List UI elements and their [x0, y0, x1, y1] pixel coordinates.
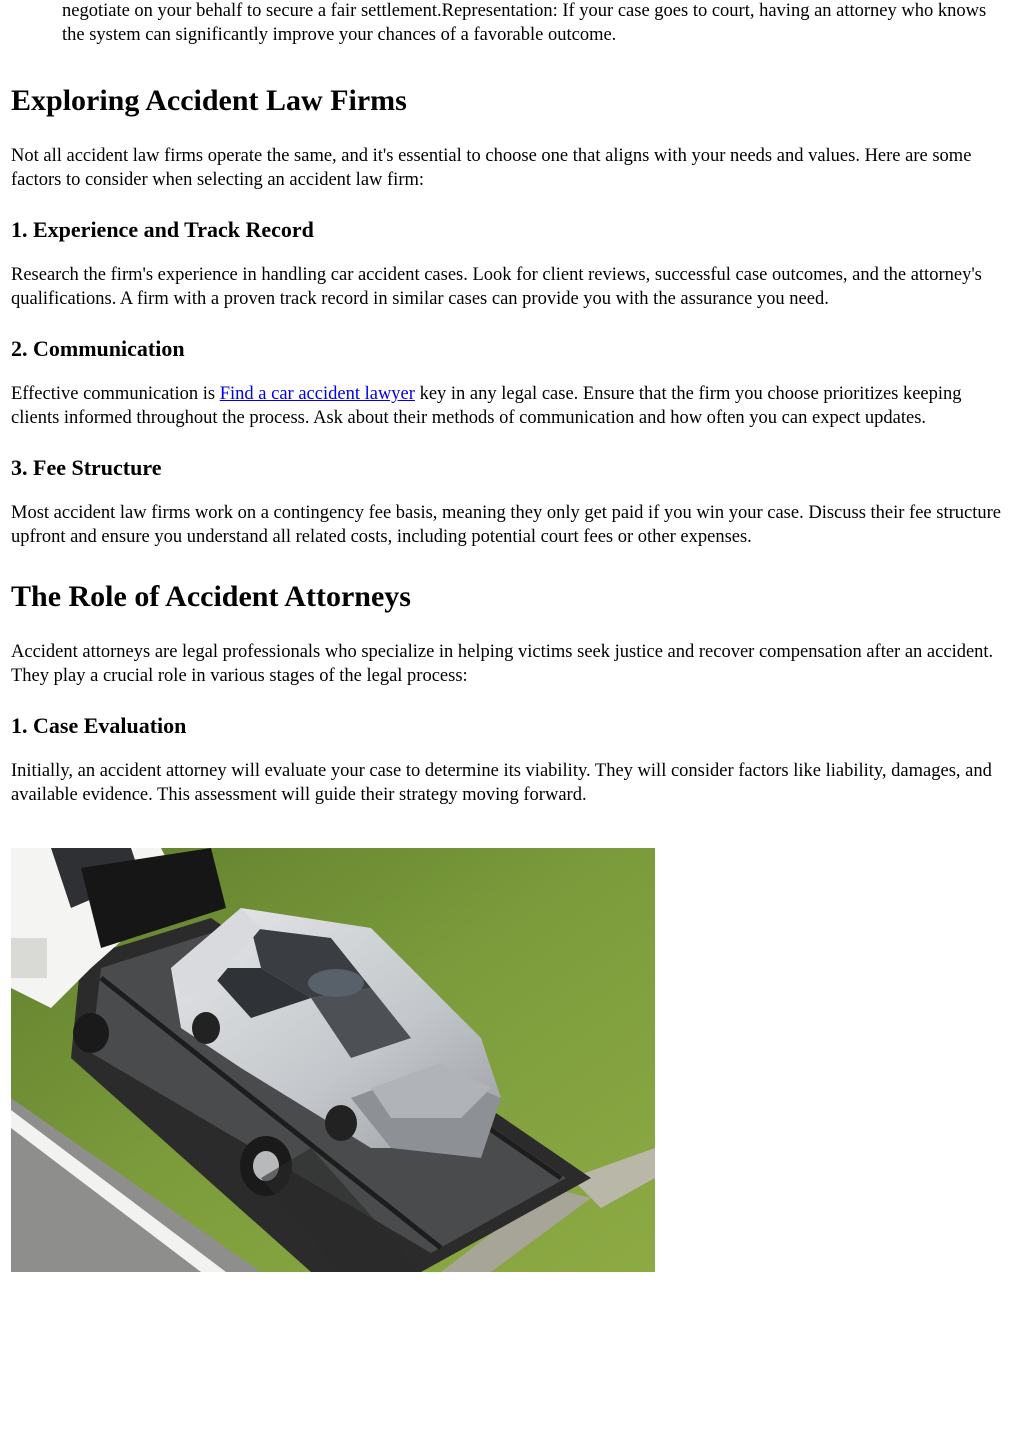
- paragraph-communication: [11, 383, 1013, 430]
- find-lawyer-link[interactable]: Find a car accident lawyer: [219, 384, 415, 404]
- paragraph-case-evaluation: Initially, an accident attorney will evaluate your case to determine its viability. They will consider factors like liability, damages, and available evidence. This assessment will guide their strategy moving forward.: [11, 761, 992, 805]
- paragraph-firms-intro: Not all accident law firms operate the same, and it's essential to choose one that aligns with your needs and values. Here are some factors to consider when selecting an accident law firm:: [11, 146, 972, 190]
- heading-communication: 2. Communication: [11, 336, 185, 361]
- tow-truck-photo: [11, 848, 655, 1272]
- heading-exploring-law-firms: Exploring Accident Law Firms: [11, 84, 407, 117]
- article-body: [11, 0, 1013, 807]
- communication-text-before-link: Effective communication is: [11, 384, 220, 404]
- heading-role-of-attorneys: The Role of Accident Attorneys: [11, 580, 411, 613]
- paragraph-experience: Research the firm's experience in handling car accident cases. Look for client reviews, successful case outcomes, and the attorney's qualifications. A firm with a proven track record in similar cases can provide you with the assurance you need.: [11, 265, 982, 309]
- paragraph-attorneys-intro: Accident attorneys are legal professionals who specialize in helping victims seek justice and recover compensation after an accident. They play a crucial role in various stages of the legal process:: [11, 642, 994, 686]
- continued-list-text: negotiate on your behalf to secure a fair settlement.Representation: If your case goes to court, having an attorney who knows the system can significantly improve your chances of a favorable outcome.: [62, 1, 987, 45]
- heading-fee-structure: 3. Fee Structure: [11, 455, 162, 480]
- communication-text-after-link: key in any legal case. Ensure that the firm you choose prioritizes keeping clients informed throughout the process. Ask about their methods of communication and how often you can expect updates.: [11, 384, 962, 428]
- heading-experience: 1. Experience and Track Record: [11, 217, 314, 242]
- paragraph-fee-structure: Most accident law firms work on a contingency fee basis, meaning they only get paid if you win your case. Discuss their fee structure upfront and ensure you understand all related costs, including potential court fees or other expenses.: [11, 503, 1001, 547]
- heading-case-evaluation: 1. Case Evaluation: [11, 713, 187, 738]
